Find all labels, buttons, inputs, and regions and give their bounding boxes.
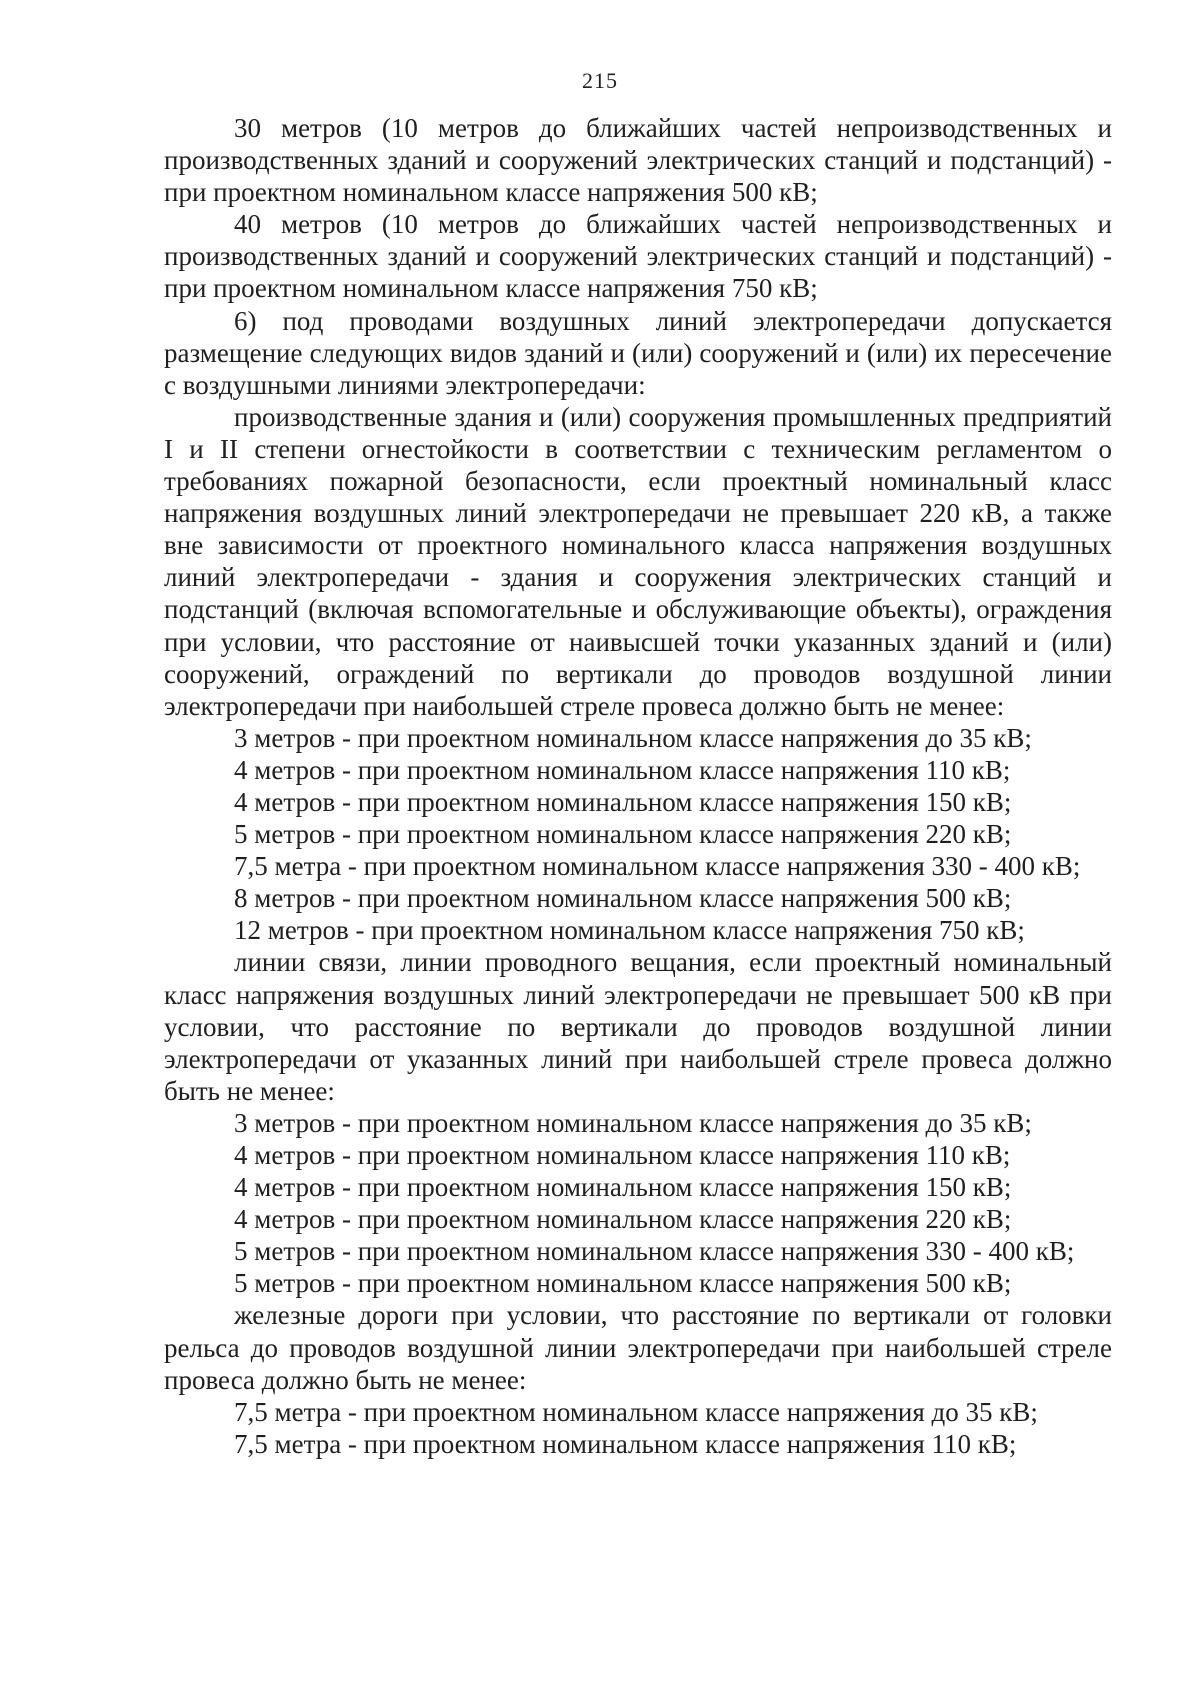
list-item-paragraph: 12 метров - при проектном номинальном классе напряжения 750 кВ; xyxy=(234,915,1025,946)
body-paragraph: 30 метров (10 метров до ближайших частей непроизводственных и производственных зданий и сооружений электрических станций и подстанций) - при проектном номинальном классе напряжения 500 кВ; xyxy=(164,113,1112,208)
body-paragraph: 7,5 метра - при проектном номинальном классе напряжения 330 - 400 кВ; xyxy=(234,851,1081,882)
list-item-paragraph: 3 метров - при проектном номинальном классе напряжения до 35 кВ; xyxy=(234,1107,1032,1138)
list-item-paragraph: 8 метров - при проектном номинальном классе напряжения 500 кВ; xyxy=(234,883,1012,914)
list-item-paragraph: 3 метров - при проектном номинальном классе напряжения до 35 кВ; xyxy=(234,722,1032,753)
list-item-paragraph: 4 метров - при проектном номинальном классе напряжения 110 кВ; xyxy=(234,754,1011,785)
list-item-paragraph: 4 метров - при проектном номинальном классе напряжения 150 кВ; xyxy=(234,786,1012,817)
list-item-paragraph: 7,5 метра - при проектном номинальном классе напряжения 110 кВ; xyxy=(234,1428,1017,1459)
page-number: 215 xyxy=(582,68,618,93)
list-item-paragraph: 4 метров - при проектном номинальном классе напряжения 220 кВ; xyxy=(234,1204,1012,1235)
body-paragraph: 40 метров (10 метров до ближайших частей непроизводственных и производственных зданий и сооружений электрических станций и подстанций) - при проектном номинальном классе напряжения 750 кВ; xyxy=(164,209,1112,304)
list-item-paragraph: 5 метров - при проектном номинальном классе напряжения 500 кВ; xyxy=(234,1268,1012,1299)
list-item-paragraph: 4 метров - при проектном номинальном классе напряжения 150 кВ; xyxy=(234,1172,1012,1203)
body-paragraph: производственные здания и (или) сооружения промышленных предприятий I и II степени огнестойкости в соответствии с техническим регламентом о требованиях пожарной безопасности, если проектный номинальный класс напряжения воздушных линий электропередачи не превышает 220 кВ, а также вне зависимости от проектного номинального класса напряжения воздушных линий электропередачи - здания и сооружения электрических станций и подстанций (включая вспомогательные и обслуживающие объекты), ограждения при условии, что расстояние от наивысшей точки указанных зданий и (или) сооружений, ограждений по вертикали до проводов воздушной линии электропередачи при наибольшей стреле провеса должно быть не менее: xyxy=(164,401,1112,721)
body-paragraph: 6) под проводами воздушных линий электропередачи допускается размещение следующих видов зданий и (или) сооружений и (или) их пересечение с воздушными линиями электропередачи: xyxy=(164,305,1112,400)
list-item-paragraph: 5 метров - при проектном номинальном классе напряжения 220 кВ; xyxy=(234,819,1012,850)
body-paragraph: железные дороги при условии, что расстояние по вертикали от головки рельса до проводов воздушной линии электропередачи при наибольшей стреле провеса должно быть не менее: xyxy=(164,1300,1112,1395)
body-paragraph: линии связи, линии проводного вещания, если проектный номинальный класс напряжения воздушных линий электропередачи не превышает 500 кВ при условии, что расстояние по вертикали до проводов воздушной линии электропередачи от указанных линий при наибольшей стреле провеса должно быть не менее: xyxy=(164,947,1112,1106)
document-body xyxy=(164,112,1112,1460)
list-item-paragraph: 4 метров - при проектном номинальном классе напряжения 110 кВ; xyxy=(234,1140,1011,1170)
body-paragraph: 5 метров - при проектном номинальном классе напряжения 330 - 400 кВ; xyxy=(234,1236,1075,1267)
list-item-paragraph: 7,5 метра - при проектном номинальном классе напряжения до 35 кВ; xyxy=(234,1396,1038,1427)
